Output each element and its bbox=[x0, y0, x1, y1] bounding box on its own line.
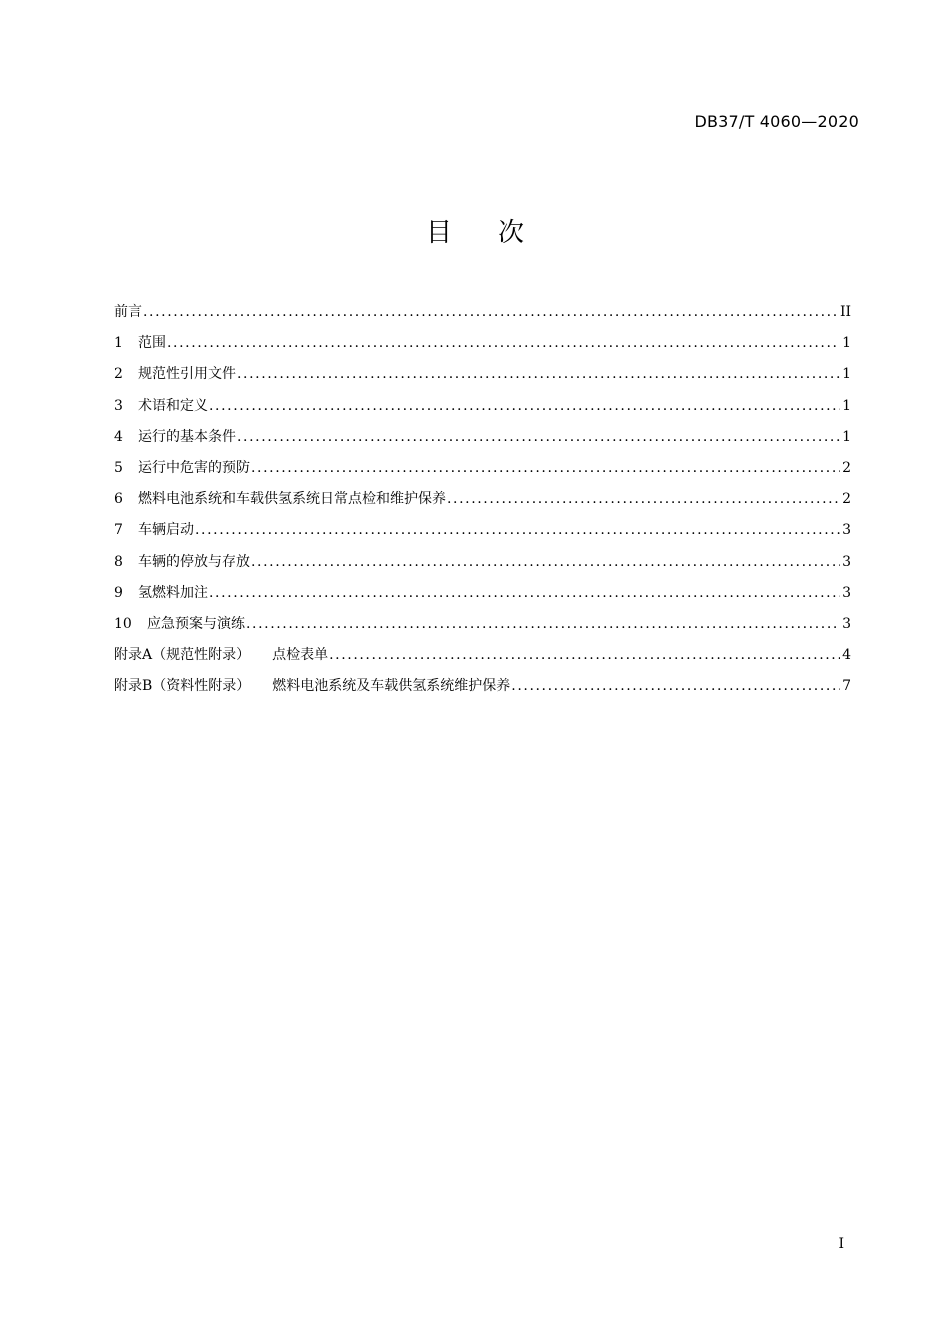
toc-entry-number: 9 bbox=[114, 584, 123, 601]
toc-entry-7[interactable] bbox=[114, 515, 851, 546]
toc-dot-leader bbox=[195, 515, 840, 546]
toc-entry-label: 应急预案与演练 bbox=[147, 615, 245, 632]
toc-entry-page: 4 bbox=[842, 647, 851, 664]
toc-dot-leader bbox=[237, 359, 840, 390]
document-code: DB37/T 4060—2020 bbox=[694, 112, 859, 131]
toc-entry-foreword[interactable] bbox=[114, 297, 851, 328]
toc-entry-label: 前言 bbox=[114, 304, 142, 320]
toc-entry-label: 车辆启动 bbox=[138, 522, 194, 539]
toc-annex-prefix: 附录A（规范性附录） bbox=[114, 647, 251, 664]
toc-entry-page: 1 bbox=[842, 428, 851, 445]
toc-dot-leader bbox=[511, 671, 840, 702]
toc-entry-label: 术语和定义 bbox=[138, 397, 208, 414]
toc-dot-leader bbox=[143, 297, 838, 328]
toc-entry-page: 2 bbox=[842, 491, 851, 508]
table-of-contents bbox=[114, 297, 851, 702]
toc-dot-leader bbox=[251, 547, 840, 578]
toc-entry-number: 4 bbox=[114, 428, 123, 445]
toc-entry-number: 1 bbox=[114, 335, 123, 352]
toc-dot-leader bbox=[329, 640, 840, 671]
page-number: I bbox=[838, 1236, 844, 1252]
toc-entry-label: 车辆的停放与存放 bbox=[138, 553, 250, 570]
toc-entry-number: 8 bbox=[114, 553, 123, 570]
toc-entry-page: 3 bbox=[842, 615, 851, 632]
toc-entry-label: 运行中危害的预防 bbox=[138, 459, 250, 476]
toc-entry-number: 5 bbox=[114, 459, 123, 476]
toc-entry-number: 7 bbox=[114, 522, 123, 539]
toc-entry-page: 3 bbox=[842, 522, 851, 539]
toc-entry-number: 6 bbox=[114, 491, 123, 508]
toc-entry-8[interactable] bbox=[114, 547, 851, 578]
toc-entry-label: 氢燃料加注 bbox=[138, 584, 208, 601]
toc-entry-number: 10 bbox=[114, 615, 132, 632]
toc-entry-annex-a[interactable] bbox=[114, 640, 851, 671]
toc-title-char-2: 次 bbox=[498, 218, 525, 248]
toc-entry-page: II bbox=[839, 304, 851, 320]
toc-entry-3[interactable] bbox=[114, 391, 851, 422]
toc-entry-5[interactable] bbox=[114, 453, 851, 484]
toc-entry-4[interactable] bbox=[114, 422, 851, 453]
toc-entry-number: 2 bbox=[114, 366, 123, 383]
toc-dot-leader bbox=[237, 422, 840, 453]
toc-entry-page: 1 bbox=[842, 397, 851, 414]
toc-annex-title: 点检表单 bbox=[272, 647, 329, 664]
toc-entry-page: 3 bbox=[842, 553, 851, 570]
toc-annex-title: 燃料电池系统及车载供氢系统维护保养 bbox=[272, 678, 511, 695]
toc-entry-label bbox=[114, 640, 328, 671]
toc-dot-leader bbox=[209, 391, 840, 422]
toc-dot-leader bbox=[246, 609, 840, 640]
toc-entry-9[interactable] bbox=[114, 578, 851, 609]
toc-entry-label: 范围 bbox=[138, 335, 166, 352]
toc-entry-page: 1 bbox=[842, 366, 851, 383]
toc-entry-10[interactable] bbox=[114, 609, 851, 640]
toc-entry-label: 运行的基本条件 bbox=[138, 428, 236, 445]
toc-entry-annex-b[interactable] bbox=[114, 671, 851, 702]
toc-title bbox=[0, 212, 950, 249]
toc-entry-page: 1 bbox=[842, 335, 851, 352]
toc-entry-page: 7 bbox=[842, 678, 851, 695]
toc-entry-2[interactable] bbox=[114, 359, 851, 390]
toc-title-char-1: 目 bbox=[425, 218, 452, 248]
toc-entry-1[interactable] bbox=[114, 328, 851, 359]
toc-dot-leader bbox=[167, 328, 840, 359]
toc-entry-page: 3 bbox=[842, 584, 851, 601]
toc-entry-6[interactable] bbox=[114, 484, 851, 515]
toc-annex-prefix: 附录B（资料性附录） bbox=[114, 678, 251, 695]
toc-entry-label: 燃料电池系统和车载供氢系统日常点检和维护保养 bbox=[138, 491, 446, 508]
toc-dot-leader bbox=[209, 578, 840, 609]
toc-dot-leader bbox=[251, 453, 840, 484]
toc-entry-number: 3 bbox=[114, 397, 123, 414]
toc-entry-label: 规范性引用文件 bbox=[138, 366, 236, 383]
toc-entry-page: 2 bbox=[842, 459, 851, 476]
toc-dot-leader bbox=[447, 484, 840, 515]
toc-entry-label bbox=[114, 671, 510, 702]
